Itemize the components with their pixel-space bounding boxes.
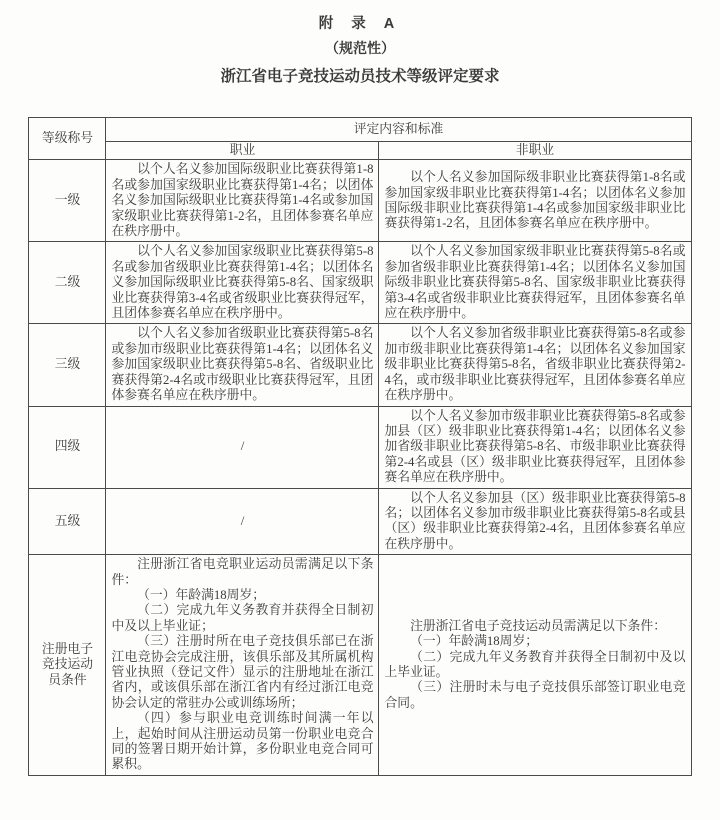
criteria-text: 以个人名义参加国家级职业比赛获得第5-8名或参加省级职业比赛获得第1-4名；以团体名义参加国际级职业比赛获得第5-8名、国家级职业比赛获得第3-4名或省级职业比赛获得冠军，且团体参赛名单应在秩序册中。 xyxy=(111,244,374,321)
condition-item-3: （三）注册时所在电子竞技俱乐部已在浙江电竞协会完成注册，该俱乐部及其所属机构管业执照（登记文件）显示的注册地址在浙江省内，或该俱乐部在浙江省内有经过浙江电竞协会认定的常驻办公或训练场所； xyxy=(111,634,374,710)
non-professional-criteria xyxy=(379,406,691,488)
table-row-grade-1 xyxy=(29,160,691,242)
condition-intro: 注册浙江省电子竞技运动员需满足以下条件： xyxy=(410,618,667,633)
condition-item-2: （二）完成九年义务教育并获得全日制初中及以上毕业证； xyxy=(111,603,374,633)
header-grade: 等级称号 xyxy=(29,118,106,160)
professional-registration-conditions xyxy=(106,555,379,776)
table-row-registration xyxy=(29,555,691,776)
grade-label: 二级 xyxy=(29,242,106,324)
grade-label: 一级 xyxy=(29,160,106,242)
condition-item-1: （一）年龄满18周岁； xyxy=(410,634,539,649)
criteria-text: 以个人名义参加国际级非职业比赛获得第1-8名或参加国家级非职业比赛获得第1-4名；以团体名义参加国际级非职业比赛获得第1-4名或参加国家级非职业比赛获得第1-2名，且团体参赛名单应在秩序册中。 xyxy=(384,170,686,231)
non-professional-criteria xyxy=(379,160,691,242)
header-professional: 职业 xyxy=(106,142,379,160)
header-row-2 xyxy=(29,142,691,160)
criteria-text: 以个人名义参加省级非职业比赛获得第5-8名或参加市级非职业比赛获得第1-4名；以团体名义参加国家级非职业比赛获得第5-8名，省级非职业比赛获得第2-4名，或市级非职业比赛获得冠军，且团体参赛名单应在秩序册中。 xyxy=(384,326,686,403)
header-row-1 xyxy=(29,118,691,142)
condition-item-3: （三）注册时未与电子竞技俱乐部签订职业电竞合同。 xyxy=(384,680,686,710)
grade-label: 注册电子竞技运动员条件 xyxy=(29,555,106,776)
non-professional-registration-conditions xyxy=(379,555,691,776)
professional-criteria-empty: / xyxy=(106,488,379,555)
header-criteria: 评定内容和标准 xyxy=(106,118,691,142)
condition-item-2: （二）完成九年义务教育并获得全日制初中及以上毕业证。 xyxy=(384,649,686,679)
criteria-text: 以个人名义参加国际级职业比赛获得第1-8名或参加国家级职业比赛获得第1-4名；以团体名义参加国际级职业比赛获得第1-4名或参加国家级职业比赛获得第1-2名，且团体参赛名单应在秩序册中。 xyxy=(111,162,374,239)
grade-label: 五级 xyxy=(29,488,106,555)
professional-criteria xyxy=(106,324,379,406)
appendix-label: 附 录 A xyxy=(318,16,402,32)
table-row-grade-2 xyxy=(29,242,691,324)
grade-label: 三级 xyxy=(29,324,106,406)
table-row-grade-5 xyxy=(29,488,691,555)
professional-criteria xyxy=(106,160,379,242)
non-professional-criteria xyxy=(379,488,691,555)
criteria-text: 以个人名义参加市级非职业比赛获得第5-8名或参加县（区）级非职业比赛获得第1-4名；以团体名义参加省级非职业比赛获得第5-8名、市级非职业比赛获得第2-4名或县（区）级非职业比赛获得冠军，且团体参赛名单应在秩序册中。 xyxy=(384,408,686,485)
condition-item-4: （四）参与职业电竞训练时间满一年以上，起始时间从注册运动员第一份职业电竞合同的签署日期开始计算，多份职业电竞合同可累积。 xyxy=(111,711,374,772)
table-row-grade-3 xyxy=(29,324,691,406)
normative-label: （规范性） xyxy=(325,40,395,56)
non-professional-criteria xyxy=(379,242,691,324)
non-professional-criteria xyxy=(379,324,691,406)
grade-label: 四级 xyxy=(29,406,106,488)
page-title: 浙江省电子竞技运动员技术等级评定要求 xyxy=(220,68,500,85)
condition-item-1: （一）年龄满18周岁； xyxy=(137,587,266,602)
professional-criteria xyxy=(106,242,379,324)
professional-criteria-empty: / xyxy=(106,406,379,488)
grade-requirements-table xyxy=(28,117,691,776)
table-row-grade-4 xyxy=(29,406,691,488)
header-non-professional: 非职业 xyxy=(379,142,691,160)
condition-intro: 注册浙江省电竞职业运动员需满足以下条件： xyxy=(111,557,374,587)
title-block xyxy=(0,12,720,86)
criteria-text: 以个人名义参加省级职业比赛获得第5-8名或参加市级职业比赛获得第1-4名；以团体名义参加国家级职业比赛获得第5-8名、省级职业比赛获得第2-4名或市级职业比赛获得冠军，且团体参赛名单应在秩序册中。 xyxy=(111,326,374,403)
criteria-text: 以个人名义参加国家级非职业比赛获得第5-8名或参加省级非职业比赛获得第1-4名；以团体名义参加国际级非职业比赛获得第5-8名、国家级非职业比赛获得第3-4名或省级非职业比赛获得冠军，且团体参赛名单应在秩序册中。 xyxy=(384,244,686,321)
criteria-text: 以个人名义参加县（区）级非职业比赛获得第5-8名；以团体名义参加市级非职业比赛获得第5-8名或县（区）级非职业比赛获得第2-4名，且团体参赛名单应在秩序册中。 xyxy=(384,490,686,551)
